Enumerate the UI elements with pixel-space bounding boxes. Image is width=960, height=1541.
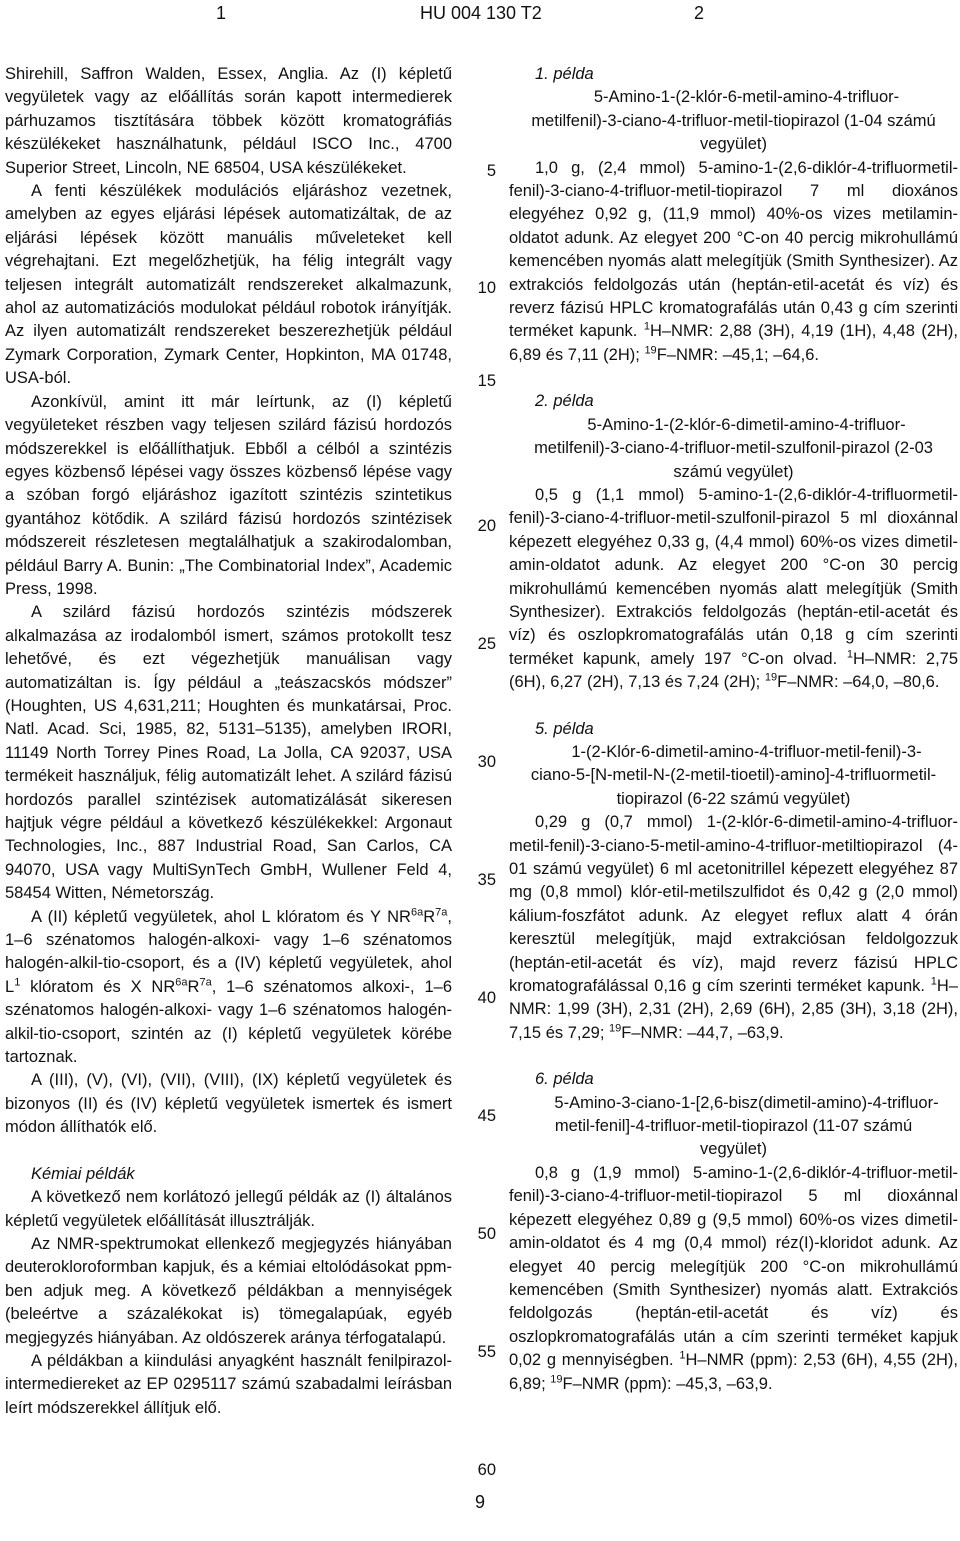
text-part: 0,8 g (1,9 mmol) 5-amino-1-(2,6-diklór-4-trifluor-metil-fenil)-3-ciano-4-trifluor-metil-tiopirazol 5 ml dioxánnal képezett elegyéhez 0,89 g (9,5 mmol) 60%-os vizes dimetil-amin-oldatot és 4 mg (0,4 mmol) réz(I)-kloridot adunk. Az elegyet 40 percig melegítjük 200 °C-on mikrohullámú kemencében (Smith Synthesizer) nyomás alatt. Extrakciós feldolgozás (heptán-etil-acetát és víz) és oszlopkromatografálás után a cím szerinti terméket kapjuk 0,02 g mennyiségben. bbox=[509, 1163, 958, 1370]
line-number: 20 bbox=[477, 517, 496, 535]
line-number: 15 bbox=[477, 372, 496, 390]
example-5-title: 5. példa bbox=[535, 719, 594, 738]
example-2-compound: 5-Amino-1-(2-klór-6-dimetil-amino-4-trifluor-metilfenil)-3-ciano-4-trifluor-metil-szulfonil-pirazol (2-03 számú vegyület) bbox=[534, 415, 933, 481]
example-2-body bbox=[509, 484, 958, 695]
superscript: 19 bbox=[609, 1022, 622, 1035]
superscript: 7a bbox=[199, 976, 212, 989]
paragraph-continuation: Shirehill, Saffron Walden, Essex, Anglia. Az (I) képletű vegyületek vagy az előállítás során kapott intermedierek párhuzamos tisztítására többek között kromatográfiás készülékeket használhatunk, például ISCO Inc., 4700 Superior Street, Lincoln, NE 68504, USA készülékeket. bbox=[5, 65, 452, 177]
example-6-title: 6. példa bbox=[535, 1070, 594, 1089]
text-part: H–NMR: 2,75 (6H), 6,27 (2H), 7,13 és 7,24 (2H); bbox=[509, 649, 959, 692]
text-part: F–NMR: –45,1; –64,6. bbox=[656, 345, 820, 364]
example-6-compound: 5-Amino-3-ciano-1-[2,6-bisz(dimetil-amino)-4-trifluor-metil-fenil]-4-trifluor-metil-tiopirazol (11-07 számú vegyület) bbox=[554, 1093, 939, 1159]
paragraph-nmr-note: Az NMR-spektrumokat ellenkező megjegyzés hiányában deuterokloroformban kapjuk, és a kémiai eltolódásokat ppm-ben adjuk meg. A következő példákban a mennyiségek (beleértve a százalékokat is) tömegalapúak, egyéb megjegyzés hiányában. Az oldószerek aránya térfogatalapú. bbox=[5, 1234, 452, 1347]
right-column bbox=[509, 63, 958, 1396]
paragraph-solid-phase-methods: A szilárd fázisú hordozós szintézis módszerek alkalmazása az irodalomból ismert, számos protokollt tesz lehetővé, és ezt végezhetjük manuálisan vagy automatizáltan is. Így például a „teászacskós módszer” (Houghten, US 4,631,211; Houghten és munkatársai, Proc. Natl. Acad. Sci, 1985, 82, 5131–5135), amelyben IRORI, 11149 North Torrey Pines Road, La Jolla, CA 92037, USA termékeit használjuk, félig automatizált lehet. A szilárd fázisú hordozós parallel szintézisek automatizálását sikeresen hajtjuk végre például a következő készülékekkel: Argonaut Technologies, Inc., 887 Industrial Road, San Carlos, CA 94070, USA vagy MultiSynTech GmbH, Wullener Feld 4, 58454 Witten, Németország. bbox=[5, 603, 452, 903]
superscript: 1 bbox=[14, 976, 21, 989]
paragraph-starting-materials: A példákban a kiindulási anyagként használt fenilpirazol-intermediereket az EP 0295117 számú szabadalmi leírásban leírt módszerekkel állítjuk elő. bbox=[5, 1351, 452, 1417]
text-part: 0,29 g (0,7 mmol) 1-(2-klór-6-dimetil-amino-4-trifluor-metil-fenil)-3-ciano-5-metil-amino-4-trifluor-metiltiopirazol (4-01 számú vegyület) 6 ml acetonitrillel képezett elegyéhez 87 mg (0,8 mmol) klór-etil-metilszulfidot és 0,42 g (2,0 mmol) kálium-foszfátot adunk. Az elegyet reflux alatt 4 órán keresztül melegítjük, majd extrakciósan feldolgozzuk (heptán-etil-acetát és víz), majd reverz fázisú HPLC kromatografálással 0,16 g cím szerinti terméket kapunk. bbox=[509, 813, 958, 996]
line-number: 60 bbox=[477, 1461, 496, 1479]
text-part: F–NMR: –64,0, –80,6. bbox=[777, 673, 940, 692]
superscript: 1 bbox=[679, 1349, 686, 1362]
section-title: Kémiai példák bbox=[31, 1164, 135, 1183]
line-number: 50 bbox=[477, 1225, 496, 1243]
line-number: 35 bbox=[477, 871, 496, 889]
page-number: 9 bbox=[474, 1492, 485, 1512]
column-number-left: 1 bbox=[216, 3, 227, 23]
superscript: 7a bbox=[435, 906, 448, 919]
superscript: 19 bbox=[764, 671, 778, 684]
paragraph-known-compounds: A (III), (V), (VI), (VII), (VIII), (IX) képletű vegyületek és bizonyos (II) és (IV) képletű vegyületek ismertek és ismert módon állíthatók elő. bbox=[5, 1071, 452, 1137]
line-number: 10 bbox=[477, 279, 496, 297]
text-part: A (II) képletű vegyületek, ahol L klóratom és Y NR bbox=[31, 907, 411, 926]
example-2-title: 2. példa bbox=[535, 392, 594, 411]
example-1-compound: 5-Amino-1-(2-klór-6-metil-amino-4-trifluor-metilfenil)-3-ciano-4-trifluor-metil-tiopirazol (1-04 számú vegyület) bbox=[531, 88, 936, 154]
line-number: 25 bbox=[477, 635, 496, 653]
superscript: 1 bbox=[846, 648, 853, 661]
example-6-body bbox=[509, 1162, 958, 1396]
superscript: 1 bbox=[930, 975, 937, 988]
left-column bbox=[5, 63, 452, 1420]
text-part: 1,0 g, (2,4 mmol) 5-amino-1-(2,6-diklór-4-trifluormetil-fenil)-3-ciano-4-trifluor-metil-tiopirazol 7 ml dioxános elegyéhez 0,92 g, (11,9 mmol) 40%-os vizes metilamin-oldatot adunk. Az elegyet 200 °C-on 40 percig mikrohullámú kemencében nyomás alatt melegítjük (Smith Synthesizer). Az extrakciós feldolgozás után (heptán-etil-acetát és víz) és reverz fázisú HPLC kromatografálás után 0,43 g cím szerinti terméket kapunk. bbox=[509, 158, 958, 341]
text-part: H–NMR: 1,99 (3H), 2,31 (2H), 2,69 (6H), 2,85 (3H), 3,18 (2H), 7,15 és 7,29; bbox=[509, 977, 958, 1042]
column-number-right: 2 bbox=[694, 3, 705, 23]
text-part: F–NMR: –44,7, –63,9. bbox=[621, 1023, 784, 1042]
text-part: R bbox=[187, 977, 200, 996]
superscript: 6a bbox=[175, 976, 188, 989]
superscript: 1 bbox=[643, 320, 650, 333]
line-number: 40 bbox=[477, 989, 496, 1007]
superscript: 19 bbox=[644, 344, 657, 357]
text-part: F–NMR (ppm): –45,3, –63,9. bbox=[562, 1374, 773, 1393]
example-1-body bbox=[509, 157, 958, 368]
line-number: 55 bbox=[477, 1343, 496, 1361]
line-number: 45 bbox=[477, 1107, 496, 1125]
text-part: H–NMR: 2,88 (3H), 4,19 (1H), 4,48 (2H), 6,89 és 7,11 (2H); bbox=[509, 322, 958, 364]
example-5-compound: 1-(2-Klór-6-dimetil-amino-4-trifluor-metil-fenil)-3-ciano-5-[N-metil-N-(2-metil-tioetil)-amino]-4-trifluormetil-tiopirazol (6-22 számú vegyület) bbox=[530, 742, 937, 808]
example-5-body bbox=[509, 811, 958, 1045]
text-part: H–NMR (ppm): 2,53 (6H), 4,55 (2H), 6,89; bbox=[509, 1351, 959, 1393]
paragraph-automation: A fenti készülékek modulációs eljáráshoz vezetnek, amelyben az egyes eljárási lépések automatizáltak, de az eljárási lépések között manuális műveleteket kell végrehajtani. Ezt megelőzhetjük, ha félig integrált vagy teljesen integrált automatizált rendszereket alkalmazunk, ahol az automatizációs modulokat például robotok irányítják. Az ilyen automatizált rendszereket beszerezhetjük például Zymark Corporation, Zymark Center, Hopkinton, MA 01748, USA-ból. bbox=[5, 182, 452, 388]
line-number: 30 bbox=[477, 753, 496, 771]
line-number: 5 bbox=[486, 162, 496, 180]
superscript: 19 bbox=[550, 1373, 563, 1386]
example-1-title: 1. példa bbox=[535, 65, 594, 83]
paragraph-examples-intro: A következő nem korlátozó jellegű példák az (I) általános képletű vegyületek előállítását illusztrálják. bbox=[5, 1188, 452, 1230]
paragraph-compounds-ii-iv bbox=[5, 906, 452, 1070]
paragraph-solid-phase: Azonkívül, amint itt már leírtunk, az (I) képletű vegyületeket részben vagy teljesen szilárd fázisú hordozós módszerekkel is előállíthatjuk. Ebből a célból a szintézis egyes közbenső lépései vagy összes közbenső lépése vagy a szóban forgó eljáráshoz igazított szintézis szintetikus gyantához kötődik. A szilárd fázisú hordozós szintézisek módszereit részletesen megtalálhatjuk a szakirodalomban, például Barry A. Bunin: „The Combinatorial Index”, Academic Press, 1998. bbox=[5, 392, 452, 598]
text-part: R bbox=[423, 907, 436, 926]
document-id: HU 004 130 T2 bbox=[420, 3, 542, 23]
superscript: 6a bbox=[410, 906, 424, 919]
text-part: 0,5 g (1,1 mmol) 5-amino-1-(2,6-diklór-4-trifluormetil-fenil)-3-ciano-4-trifluor-metil-szulfonil-pirazol 5 ml dioxánnal képezett elegyéhez 0,33 g, (4,4 mmol) 60%-os vizes dimetil-amin-oldatot adunk. Az elegyet 200 °C-on 30 percig mikrohullámú kemencében nyomás alatt melegítjük (Smith Synthesizer). Extrakciós feldolgozás (heptán-etil-acetát és víz) és oszlopkromatografálás után 0,18 g cím szerinti terméket kapunk, amely 197 °C-on olvad. bbox=[509, 485, 958, 668]
text-part: , 1–6 szénatomos alkoxi-, 1–6 szénatomos halogén-alkoxi- vagy 1–6 szénatomos halogén-alkil-tio-csoport, szintén az (I) képletű vegyületek körébe tartoznak. bbox=[5, 977, 452, 1067]
text-part: , 1–6 szénatomos halogén-alkoxi- vagy 1–6 szénatomos halogén-alkil-tio-csoport, és a (IV) képletű vegyületek, ahol L bbox=[5, 907, 452, 996]
text-part: klóratom és X NR bbox=[20, 977, 176, 996]
